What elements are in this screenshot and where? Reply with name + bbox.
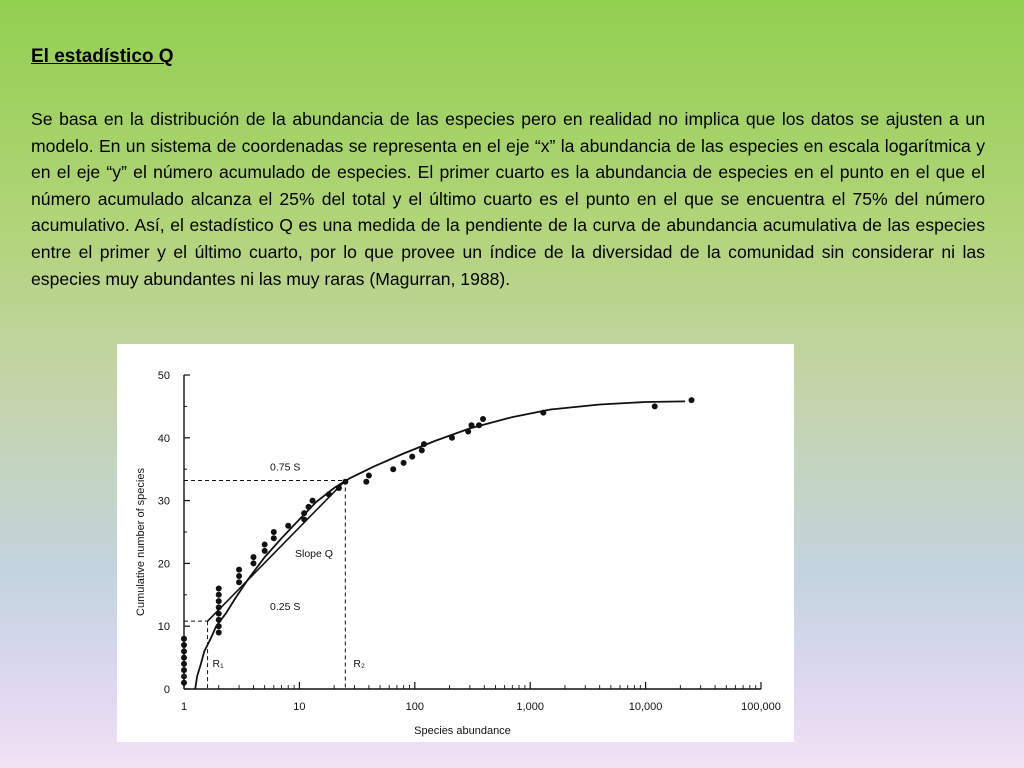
data-point — [271, 529, 277, 535]
x-tick-label: 1 — [180, 701, 188, 713]
data-point — [181, 636, 187, 642]
data-point — [465, 429, 471, 435]
data-point — [250, 554, 256, 560]
data-point — [310, 498, 316, 504]
data-point — [181, 673, 187, 679]
species-abundance-chart — [117, 344, 794, 742]
data-point — [390, 466, 396, 472]
x-tick-label: 10 — [293, 701, 306, 713]
data-point — [540, 410, 546, 416]
data-point — [216, 629, 222, 635]
data-point — [216, 617, 222, 623]
data-point — [236, 567, 242, 573]
data-point — [181, 667, 187, 673]
data-point — [480, 416, 486, 422]
data-point — [250, 560, 256, 566]
data-point — [236, 573, 242, 579]
data-point — [181, 655, 187, 661]
x-tick-label: 100,000 — [741, 701, 781, 713]
y-tick-label: 10 — [157, 621, 170, 634]
data-point — [306, 504, 312, 510]
data-point — [336, 485, 342, 491]
data-point — [216, 586, 222, 592]
data-point — [326, 491, 332, 497]
chart-figure — [117, 344, 794, 742]
data-point — [216, 598, 222, 604]
x-tick-label: 10,000 — [628, 701, 663, 713]
data-point — [262, 542, 268, 548]
y-tick-label: 40 — [157, 432, 170, 445]
data-point — [301, 510, 307, 516]
quartile-label-075: 0.75 S — [270, 461, 301, 474]
fitted-curve — [195, 401, 685, 689]
data-point — [216, 592, 222, 598]
r2-marker-label: R₂ — [353, 658, 365, 670]
body-paragraph: Se basa en la distribución de la abundancia de las especies pero en realidad no implica que los datos se ajusten a un modelo. En un sistema de coordenadas se representa en el eje “x” la abundancia de las especies en escala logarítmica y en el eje “y” el número acumulado de especies. El primer cuarto es la abundancia de especies en el punto en el que el número acumulado alcanza el 25% del total y el último cuarto es el punto en el que se encuentra el 75% del número acumulativo. Así, el estadístico Q es una medida de la pendiente de la curva de abundancia acumulativa de las especies entre el primer y el último cuarto, por lo que provee un índice de la diversidad de la comunidad sin considerar ni las especies muy abundantes ni las muy raras (Magurran, 1988). — [31, 109, 985, 289]
data-point — [689, 397, 695, 403]
data-point — [216, 604, 222, 610]
slide-title: El estadístico Q — [31, 46, 174, 67]
data-point — [216, 623, 222, 629]
y-tick-label: 50 — [157, 370, 170, 382]
data-point — [409, 454, 415, 460]
data-point — [301, 516, 307, 522]
data-point — [476, 422, 482, 428]
quartile-label-025: 0.25 S — [270, 601, 301, 614]
data-point — [181, 642, 187, 648]
x-axis-label: Species abundance — [414, 725, 511, 737]
y-tick-label: 20 — [157, 558, 170, 571]
y-axis-label: Cumulative number of species — [135, 468, 147, 616]
data-point — [366, 472, 372, 478]
data-point — [236, 579, 242, 585]
r1-marker-label: R₁ — [212, 658, 224, 670]
data-point — [469, 422, 475, 428]
data-point — [342, 479, 348, 485]
data-point — [401, 460, 407, 466]
y-tick-label: 0 — [163, 684, 170, 696]
slope-q-label: Slope Q — [295, 548, 333, 560]
x-tick-label: 1,000 — [516, 701, 544, 713]
data-point — [285, 523, 291, 529]
data-point — [271, 535, 277, 541]
data-point — [363, 479, 369, 485]
data-point — [421, 441, 427, 447]
data-point — [216, 611, 222, 617]
data-point — [449, 435, 455, 441]
data-point — [181, 680, 187, 686]
x-tick-label: 100 — [405, 701, 424, 713]
y-tick-label: 30 — [157, 495, 170, 508]
data-point — [652, 403, 658, 409]
data-point — [181, 661, 187, 667]
data-point — [419, 447, 425, 453]
data-point — [262, 548, 268, 554]
data-point — [181, 648, 187, 654]
